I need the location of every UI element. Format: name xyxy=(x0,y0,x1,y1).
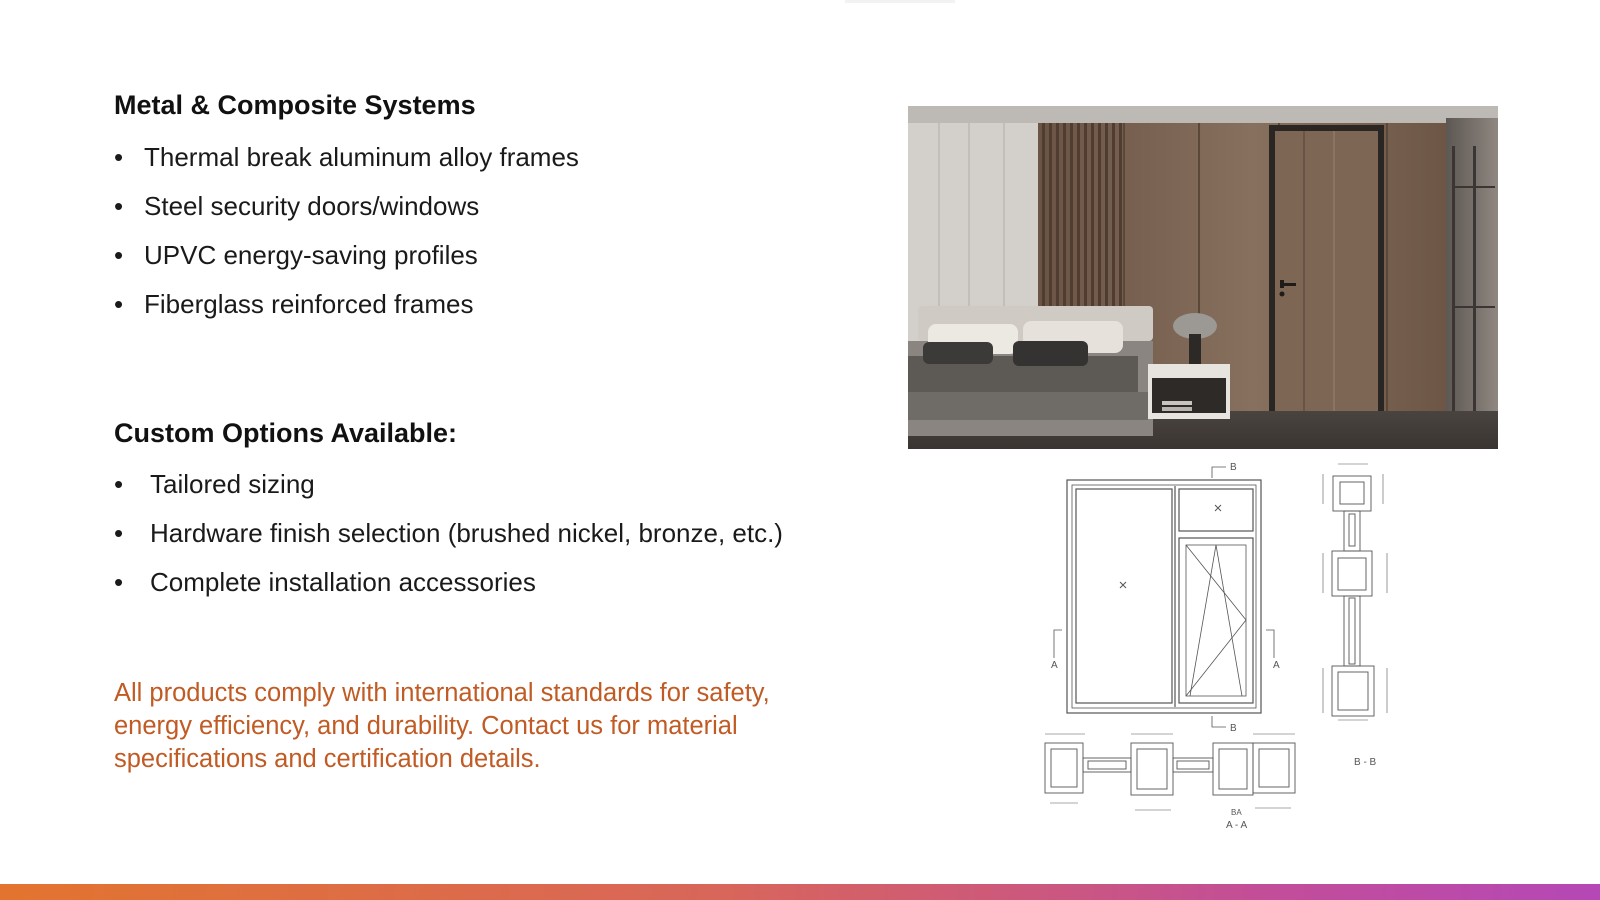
bullet-icon: • xyxy=(114,518,124,548)
bullet-icon: • xyxy=(114,191,124,221)
list-item-text: Fiberglass reinforced frames xyxy=(144,289,474,319)
bedroom-door-photo xyxy=(908,106,1498,449)
list-item xyxy=(114,509,783,558)
compliance-note: All products comply with international standards for safety, energy efficiency, and durability. Contact us for material specifications and certification details. xyxy=(114,679,770,773)
list-item xyxy=(114,558,783,607)
list-item xyxy=(114,231,579,280)
list-item xyxy=(114,280,579,329)
drawing-label-b-bottom: B xyxy=(1230,723,1237,734)
drawing-label-b-top: B xyxy=(1230,462,1237,473)
drawing-label-a-left: A xyxy=(1051,660,1058,671)
window-section-drawing xyxy=(1040,458,1440,844)
drawing-label-bb: B - B xyxy=(1354,757,1377,768)
gradient-footer-bar xyxy=(0,884,1600,900)
list-item-text: Hardware finish selection (brushed nickel, bronze, etc.) xyxy=(150,518,783,548)
list-item xyxy=(114,460,783,509)
drawing-label-a-right: A xyxy=(1273,660,1280,671)
bullet-icon: • xyxy=(114,142,124,172)
top-divider xyxy=(845,0,955,3)
section-heading-materials: Metal & Composite Systems xyxy=(114,90,476,120)
list-item-text: UPVC energy-saving profiles xyxy=(144,240,478,270)
materials-list xyxy=(114,133,579,329)
section-heading-custom-options: Custom Options Available: xyxy=(114,418,458,448)
list-item xyxy=(114,133,579,182)
drawing-label-aa: A - A xyxy=(1226,820,1248,831)
list-item-text: Steel security doors/windows xyxy=(144,191,480,221)
list-item-text: Thermal break aluminum alloy frames xyxy=(144,142,579,172)
custom-options-list xyxy=(114,460,783,607)
list-item-text: Complete installation accessories xyxy=(150,567,536,597)
bullet-icon: • xyxy=(114,567,124,597)
bullet-icon: • xyxy=(114,240,124,270)
list-item xyxy=(114,182,579,231)
bullet-icon: • xyxy=(114,289,124,319)
list-item-text: Tailored sizing xyxy=(150,469,315,499)
bullet-icon: • xyxy=(114,469,124,499)
drawing-label-ba: BA xyxy=(1231,808,1242,817)
